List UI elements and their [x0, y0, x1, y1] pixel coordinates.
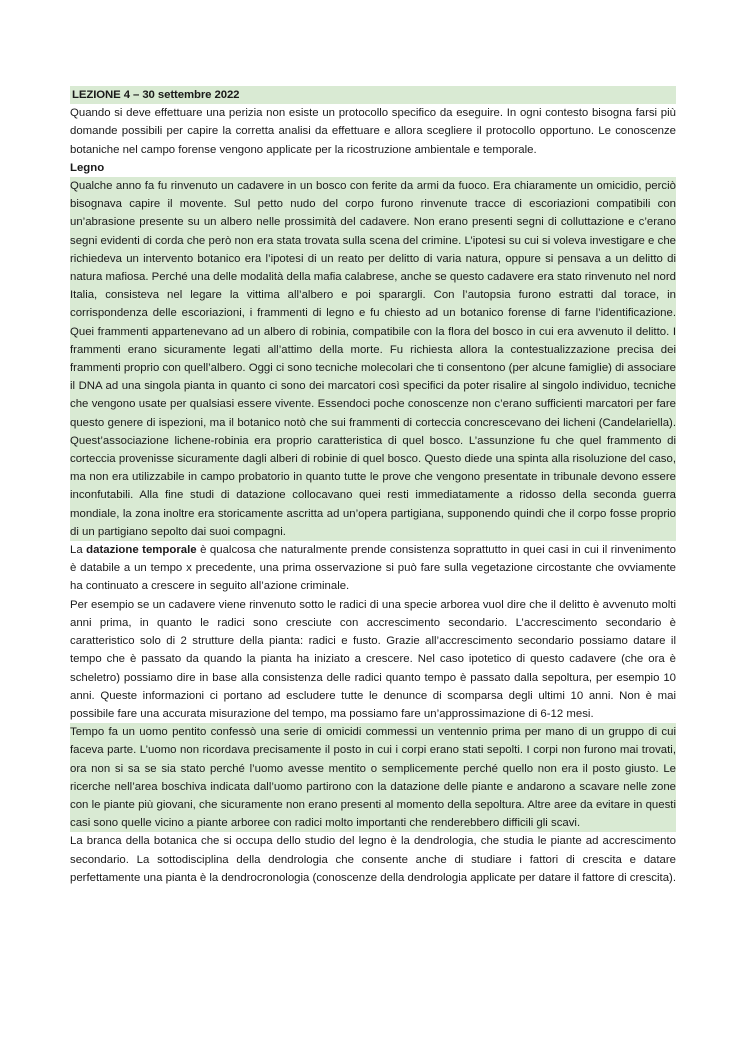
wood-case-paragraph: Qualche anno fa fu rinvenuto un cadavere in un bosco con ferite da armi da fuoco. Era chiaramente un omicidio, perciò bisognava capire il movente. Sul petto nudo del corpo furono rinvenute tracce di escoriazioni compatibili con un’abrasione presente su un albero nelle prossimità del cadavere. Non erano presenti segni di colluttazione e c’erano segni evidenti di corda che però non era stata trovata sulla scena del crimine. L’ipotesi su cui si voleva investigare e che richiedeva un intervento botanico era l’ipotesi di un reato per delitto di varia natura, oppure si pensava a un delitto di natura mafiosa. Perché una delle modalità della mafia calabrese, anche se questo cadavere era stato rinvenuto nel nord Italia, consisteva nel legare la vittima all’albero e poi sparargli. Con l’autopsia furono estratti dal torace, in corrispondenza delle escoriazioni, i frammenti di legno e fu chiesto ad un botanico forense di farne l’identificazione. Quei frammenti appartenevano ad un albero di robinia, compatibile con la flora del bosco in cui era avvenuto il delitto. I frammenti erano sicuramente legati all’attimo della morte. Fu richiesta allora la contestualizzazione precisa dei frammenti proprio con quell’albero. Oggi ci sono tecniche molecolari che ti consentono (per alcune famiglie) di associare il DNA ad una singola pianta in quanto ci sono dei marcatori così specifici da poter risalire al singolo individuo, tecniche che vengono usate per qualsiasi essere vivente. Essendoci poche conoscenze non c’erano sufficienti marcatori per fare questo genere di ispezioni, ma il botanico notò che sui frammenti di corteccia concrescevano dei licheni (Candelariella). Quest’associazione lichene-robinia era proprio caratteristica di quel bosco. L’assunzione fu che quel frammento di corteccia provenisse sicuramente dagli alberi di robinie di quel bosco. Questo diede una spinta alla risoluzione del caso, ma non era utilizzabile in campo probatorio in quanto tutte le prove che vengono presentate in tribunale devono essere inconfutabili. Alla fine studi di datazione collocavano quei resti immediatamente a ridosso della seconda guerra mondiale, la zona inoltre era storicamente ascritta ad un’opera partigiana, supponendo quindi che il corpo fosse proprio di un partigiano sepolto dai suoi compagni. — [70, 177, 676, 541]
roots-paragraph: Per esempio se un cadavere viene rinvenuto sotto le radici di una specie arborea vuol dire che il delitto è avvenuto molti anni prima, in quanto le radici sono cresciute con accrescimento secondario. L’accrescimento secondario è caratteristico solo di 2 strutture della pianta: radici e fusto. Grazie all’accrescimento secondario possiamo datare il tempo che è passato da quando la pianta ha iniziato a crescere. Nel caso ipotetico di questo cadavere (che ora è scheletro) possiamo dire in base alla consistenza delle radici quanto tempo è passato dalla sepoltura, per esempio 10 anni. Queste informazioni ci portano ad escludere tutte le denunce di scomparsa degli ultimi 10 anni. Non è mai possibile fare una accurata misurazione del tempo, ma possiamo fare un’approssimazione di 6-12 mesi. — [70, 598, 676, 720]
dating-rest: è qualcosa che naturalmente prende consistenza soprattutto in quei casi in cui il rinvenimento è databile a un tempo x precedente, una prima osservazione si può fare sulla vegetazione circostante che ovviamente ha continuato a crescere in seguito all’azione criminale. — [70, 544, 676, 593]
intro-paragraph: Quando si deve effettuare una perizia non esiste un protocollo specifico da eseguire. In ogni contesto bisogna farsi più domande possibili per capire la corretta analisi da effettuare e allora scegliere il protocollo opportuno. Le conoscenze botaniche nel campo forense vengono applicate per la ricostruzione ambientale e temporale. — [70, 107, 676, 156]
document-page — [70, 86, 676, 887]
dendrology-paragraph: La branca della botanica che si occupa dello studio del legno è la dendrologia, che studia le piante ad accrescimento secondario. La sottodisciplina della dendrologia che consente anche di studiare i fattori di crescita e datare perfettamente una pianta è la dendrocronologia (conoscenze della dendrologia applicate per datare il fattore di crescita). — [70, 835, 676, 884]
penitent-paragraph: Tempo fa un uomo pentito confessò una serie di omicidi commessi un ventennio prima per mano di un gruppo di cui faceva parte. L’uomo non ricordava precisamente il posto in cui i corpi erano stati sepolti. I corpi non furono mai trovati, ora non si sa se sia stato perché l’uomo avesse mentito o semplicemente perché quello non era il posto giusto. Le ricerche nell’area boschiva indicata dall’uomo partirono con la datazione delle piante e andarono a scavare nelle zone con le piante più giovani, che sicuramente non erano presenti al momento della sepoltura. Altre aree da evitare in questi casi sono quelle vicino a piante arboree con radici molto importanti che renderebbero difficili gli scavi. — [70, 723, 676, 832]
section-heading-legno: Legno — [70, 161, 105, 174]
dating-term: datazione temporale — [86, 544, 197, 557]
dating-lead: La — [70, 544, 87, 557]
lesson-title: LEZIONE 4 – 30 settembre 2022 — [70, 86, 676, 104]
dating-paragraph — [70, 541, 676, 596]
